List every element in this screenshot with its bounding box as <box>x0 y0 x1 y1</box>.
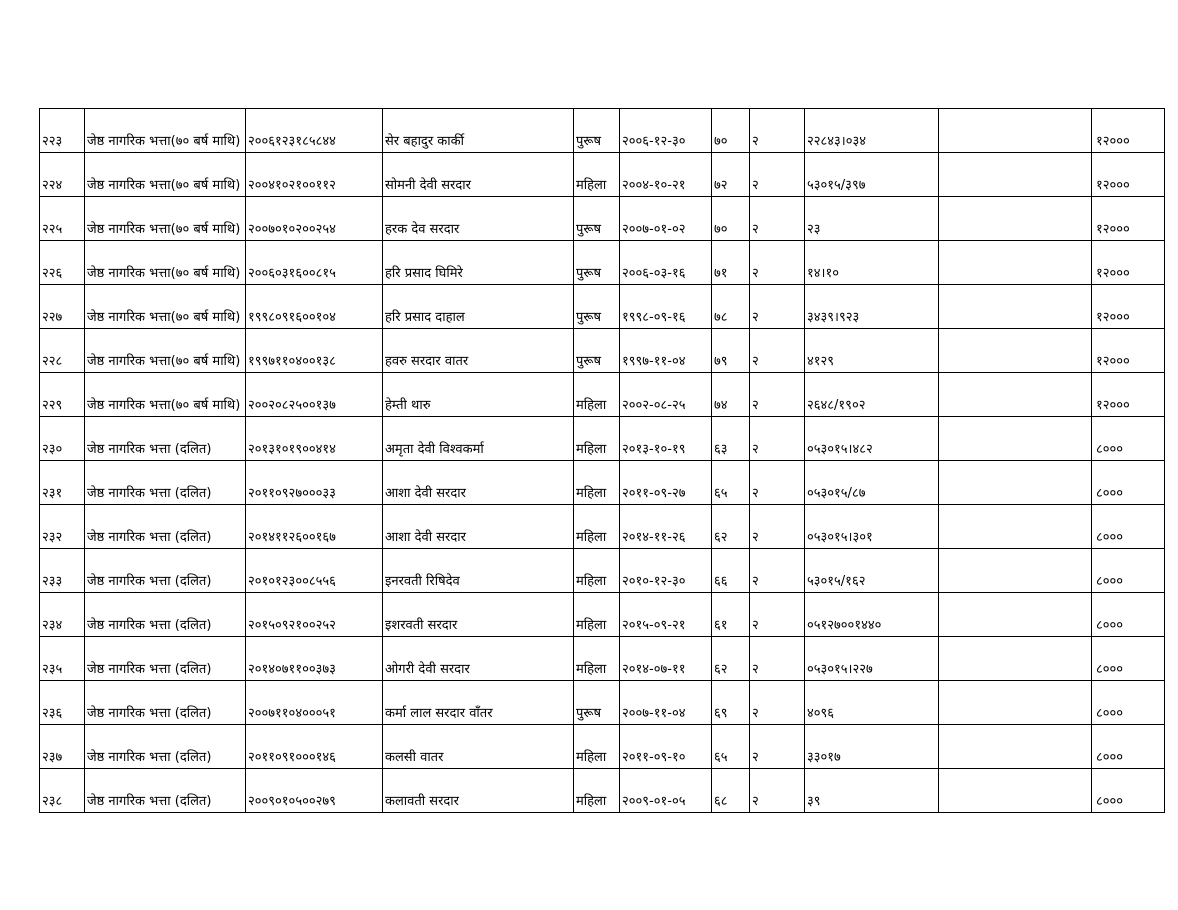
age-cell: ६१ <box>712 593 750 637</box>
amount-cell: ८००० <box>1092 461 1165 505</box>
table-row <box>40 241 1165 285</box>
date-of-birth-cell: २०११-०९-२७ <box>620 461 712 505</box>
scheme-cell: जेष्ठ नागरिक भत्ता (दलित) <box>85 593 246 637</box>
date-of-birth-cell: २००७-११-०४ <box>620 681 712 725</box>
amount-cell: ८००० <box>1092 593 1165 637</box>
beneficiary-id-cell: २०१०१२३००८५५६ <box>246 549 383 593</box>
gender-cell: महिला <box>574 549 620 593</box>
table-row <box>40 329 1165 373</box>
gender-cell: महिला <box>574 505 620 549</box>
scheme-cell: जेष्ठ नागरिक भत्ता (दलित) <box>85 417 246 461</box>
age-cell: ७१ <box>712 241 750 285</box>
scheme-cell: जेष्ठ नागरिक भत्ता (दलित) <box>85 461 246 505</box>
beneficiary-name-cell: कलावती सरदार <box>383 769 574 813</box>
age-cell: ६२ <box>712 505 750 549</box>
citizenship-number-cell: ३४३९।९२३ <box>805 285 939 329</box>
beneficiary-name-cell: ओगरी देवी सरदार <box>383 637 574 681</box>
age-cell: ७० <box>712 109 750 153</box>
date-of-birth-cell: २०१४-११-२६ <box>620 505 712 549</box>
serial-number-cell: २२७ <box>40 285 85 329</box>
empty-cell <box>939 153 1092 197</box>
gender-cell: महिला <box>574 637 620 681</box>
serial-number-cell: २३१ <box>40 461 85 505</box>
age-cell: ६६ <box>712 549 750 593</box>
age-cell: ६३ <box>712 417 750 461</box>
age-cell: ६८ <box>712 769 750 813</box>
scheme-cell: जेष्ठ नागरिक भत्ता (दलित) <box>85 769 246 813</box>
citizenship-number-cell: २२८४३।०३४ <box>805 109 939 153</box>
ward-cell: २ <box>750 769 805 813</box>
citizenship-number-cell: २३ <box>805 197 939 241</box>
gender-cell: पुरूष <box>574 329 620 373</box>
beneficiary-id-cell: १९९७११०४००१३८ <box>246 329 383 373</box>
amount-cell: ८००० <box>1092 725 1165 769</box>
amount-cell: ८००० <box>1092 505 1165 549</box>
citizenship-number-cell: ४१२९ <box>805 329 939 373</box>
beneficiary-name-cell: सोमनी देवी सरदार <box>383 153 574 197</box>
ward-cell: २ <box>750 197 805 241</box>
gender-cell: पुरूष <box>574 109 620 153</box>
serial-number-cell: २३२ <box>40 505 85 549</box>
ward-cell: २ <box>750 373 805 417</box>
ward-cell: २ <box>750 637 805 681</box>
empty-cell <box>939 329 1092 373</box>
ward-cell: २ <box>750 241 805 285</box>
age-cell: ६९ <box>712 681 750 725</box>
gender-cell: पुरूष <box>574 241 620 285</box>
age-cell: ७९ <box>712 329 750 373</box>
ward-cell: २ <box>750 725 805 769</box>
citizenship-number-cell: ०५३०१५।३०१ <box>805 505 939 549</box>
table-row <box>40 769 1165 813</box>
empty-cell <box>939 769 1092 813</box>
table-row <box>40 285 1165 329</box>
date-of-birth-cell: २००४-१०-२१ <box>620 153 712 197</box>
beneficiary-name-cell: हरि प्रसाद घिमिरे <box>383 241 574 285</box>
date-of-birth-cell: २००६-१२-३० <box>620 109 712 153</box>
table-row <box>40 637 1165 681</box>
beneficiary-id-cell: २०११०९२७०००३३ <box>246 461 383 505</box>
empty-cell <box>939 373 1092 417</box>
beneficiary-id-cell: २००६०३१६००८१५ <box>246 241 383 285</box>
serial-number-cell: २३० <box>40 417 85 461</box>
amount-cell: १२००० <box>1092 373 1165 417</box>
citizenship-number-cell: ०५३०१५।४८२ <box>805 417 939 461</box>
amount-cell: ८००० <box>1092 549 1165 593</box>
age-cell: ६५ <box>712 725 750 769</box>
beneficiary-name-cell: हेम्ती थारु <box>383 373 574 417</box>
citizenship-number-cell: १४।१० <box>805 241 939 285</box>
serial-number-cell: २३८ <box>40 769 85 813</box>
serial-number-cell: २३३ <box>40 549 85 593</box>
ward-cell: २ <box>750 681 805 725</box>
empty-cell <box>939 593 1092 637</box>
age-cell: ७० <box>712 197 750 241</box>
ward-cell: २ <box>750 417 805 461</box>
ward-cell: २ <box>750 153 805 197</box>
scheme-cell: जेष्ठ नागरिक भत्ता(७० बर्ष माथि) <box>85 197 246 241</box>
beneficiary-id-cell: २००७११०४०००५१ <box>246 681 383 725</box>
serial-number-cell: २३५ <box>40 637 85 681</box>
serial-number-cell: २३४ <box>40 593 85 637</box>
scheme-cell: जेष्ठ नागरिक भत्ता (दलित) <box>85 725 246 769</box>
date-of-birth-cell: २००९-०१-०५ <box>620 769 712 813</box>
beneficiary-name-cell: हरि प्रसाद दाहाल <box>383 285 574 329</box>
table-row <box>40 593 1165 637</box>
age-cell: ६५ <box>712 461 750 505</box>
empty-cell <box>939 109 1092 153</box>
ward-cell: २ <box>750 549 805 593</box>
beneficiary-name-cell: हरक देव सरदार <box>383 197 574 241</box>
citizenship-number-cell: ४०९६ <box>805 681 939 725</box>
serial-number-cell: २२८ <box>40 329 85 373</box>
amount-cell: १२००० <box>1092 241 1165 285</box>
amount-cell: ८००० <box>1092 417 1165 461</box>
empty-cell <box>939 197 1092 241</box>
beneficiary-id-cell: २०१५०९२१००२५२ <box>246 593 383 637</box>
gender-cell: महिला <box>574 725 620 769</box>
date-of-birth-cell: १९९८-०९-१६ <box>620 285 712 329</box>
table-row <box>40 197 1165 241</box>
citizenship-number-cell: ३९ <box>805 769 939 813</box>
date-of-birth-cell: २००६-०३-१६ <box>620 241 712 285</box>
beneficiary-name-cell: आशा देवी सरदार <box>383 461 574 505</box>
amount-cell: १२००० <box>1092 285 1165 329</box>
table-row <box>40 153 1165 197</box>
beneficiary-id-cell: २००२०८२५००१३७ <box>246 373 383 417</box>
citizenship-number-cell: ०५१२७००१४४० <box>805 593 939 637</box>
amount-cell: १२००० <box>1092 109 1165 153</box>
amount-cell: १२००० <box>1092 329 1165 373</box>
date-of-birth-cell: २००२-०८-२५ <box>620 373 712 417</box>
amount-cell: १२००० <box>1092 153 1165 197</box>
empty-cell <box>939 461 1092 505</box>
serial-number-cell: २२५ <box>40 197 85 241</box>
gender-cell: महिला <box>574 417 620 461</box>
beneficiary-table <box>39 108 1165 813</box>
serial-number-cell: २२६ <box>40 241 85 285</box>
date-of-birth-cell: १९९७-११-०४ <box>620 329 712 373</box>
gender-cell: महिला <box>574 461 620 505</box>
scheme-cell: जेष्ठ नागरिक भत्ता(७० बर्ष माथि) <box>85 241 246 285</box>
beneficiary-id-cell: २०११०९१०००१४६ <box>246 725 383 769</box>
table-row <box>40 109 1165 153</box>
table-row <box>40 681 1165 725</box>
ward-cell: २ <box>750 505 805 549</box>
beneficiary-name-cell: कलसी वातर <box>383 725 574 769</box>
age-cell: ७८ <box>712 285 750 329</box>
empty-cell <box>939 549 1092 593</box>
date-of-birth-cell: २०१४-०७-११ <box>620 637 712 681</box>
table-row <box>40 549 1165 593</box>
amount-cell: ८००० <box>1092 681 1165 725</box>
citizenship-number-cell: ३३०१७ <box>805 725 939 769</box>
beneficiary-id-cell: २००७०१०२००२५४ <box>246 197 383 241</box>
amount-cell: ८००० <box>1092 637 1165 681</box>
gender-cell: महिला <box>574 769 620 813</box>
gender-cell: पुरूष <box>574 197 620 241</box>
ward-cell: २ <box>750 285 805 329</box>
beneficiary-id-cell: २०१४०७११००३७३ <box>246 637 383 681</box>
beneficiary-name-cell: आशा देवी सरदार <box>383 505 574 549</box>
beneficiary-name-cell: हवरु सरदार वातर <box>383 329 574 373</box>
beneficiary-id-cell: २०१४११२६००१६७ <box>246 505 383 549</box>
scheme-cell: जेष्ठ नागरिक भत्ता(७० बर्ष माथि) <box>85 285 246 329</box>
amount-cell: ८००० <box>1092 769 1165 813</box>
serial-number-cell: २२३ <box>40 109 85 153</box>
empty-cell <box>939 241 1092 285</box>
scheme-cell: जेष्ठ नागरिक भत्ता(७० बर्ष माथि) <box>85 373 246 417</box>
amount-cell: १२००० <box>1092 197 1165 241</box>
citizenship-number-cell: ५३०१५/३९७ <box>805 153 939 197</box>
date-of-birth-cell: २०१५-०९-२१ <box>620 593 712 637</box>
gender-cell: महिला <box>574 373 620 417</box>
beneficiary-name-cell: इशरवती सरदार <box>383 593 574 637</box>
gender-cell: महिला <box>574 153 620 197</box>
age-cell: ७४ <box>712 373 750 417</box>
date-of-birth-cell: २०१३-१०-१९ <box>620 417 712 461</box>
empty-cell <box>939 725 1092 769</box>
scheme-cell: जेष्ठ नागरिक भत्ता (दलित) <box>85 637 246 681</box>
ward-cell: २ <box>750 329 805 373</box>
date-of-birth-cell: २०१०-१२-३० <box>620 549 712 593</box>
gender-cell: पुरूष <box>574 681 620 725</box>
empty-cell <box>939 681 1092 725</box>
beneficiary-id-cell: १९९८०९१६००१०४ <box>246 285 383 329</box>
ward-cell: २ <box>750 461 805 505</box>
gender-cell: महिला <box>574 593 620 637</box>
gender-cell: पुरूष <box>574 285 620 329</box>
citizenship-number-cell: ०५३०१५।२२७ <box>805 637 939 681</box>
table-body <box>40 109 1165 813</box>
scheme-cell: जेष्ठ नागरिक भत्ता(७० बर्ष माथि) <box>85 153 246 197</box>
beneficiary-name-cell: सेर बहादुर कार्की <box>383 109 574 153</box>
empty-cell <box>939 505 1092 549</box>
scheme-cell: जेष्ठ नागरिक भत्ता (दलित) <box>85 681 246 725</box>
table-row <box>40 505 1165 549</box>
serial-number-cell: २३६ <box>40 681 85 725</box>
beneficiary-id-cell: २००९०१०५००२७९ <box>246 769 383 813</box>
beneficiary-id-cell: २०१३१०१९००४१४ <box>246 417 383 461</box>
date-of-birth-cell: २०११-०९-१० <box>620 725 712 769</box>
serial-number-cell: २२४ <box>40 153 85 197</box>
beneficiary-id-cell: २००४१०२१००११२ <box>246 153 383 197</box>
ward-cell: २ <box>750 593 805 637</box>
date-of-birth-cell: २००७-०१-०२ <box>620 197 712 241</box>
table-row <box>40 417 1165 461</box>
citizenship-number-cell: ०५३०१५/८७ <box>805 461 939 505</box>
table-row <box>40 461 1165 505</box>
serial-number-cell: २३७ <box>40 725 85 769</box>
empty-cell <box>939 285 1092 329</box>
scheme-cell: जेष्ठ नागरिक भत्ता(७० बर्ष माथि) <box>85 329 246 373</box>
ward-cell: २ <box>750 109 805 153</box>
scheme-cell: जेष्ठ नागरिक भत्ता (दलित) <box>85 505 246 549</box>
empty-cell <box>939 637 1092 681</box>
age-cell: ६२ <box>712 637 750 681</box>
scheme-cell: जेष्ठ नागरिक भत्ता (दलित) <box>85 549 246 593</box>
age-cell: ७२ <box>712 153 750 197</box>
table-row <box>40 373 1165 417</box>
beneficiary-name-cell: कर्मा लाल सरदार वाँतर <box>383 681 574 725</box>
citizenship-number-cell: ५३०१५/१६२ <box>805 549 939 593</box>
table-row <box>40 725 1165 769</box>
beneficiary-name-cell: अमृता देवी विश्वकर्मा <box>383 417 574 461</box>
empty-cell <box>939 417 1092 461</box>
beneficiary-name-cell: इनरवती रिषिदेव <box>383 549 574 593</box>
serial-number-cell: २२९ <box>40 373 85 417</box>
scheme-cell: जेष्ठ नागरिक भत्ता(७० बर्ष माथि) <box>85 109 246 153</box>
citizenship-number-cell: २६४८/१९०२ <box>805 373 939 417</box>
beneficiary-id-cell: २००६१२३१८५८४४ <box>246 109 383 153</box>
